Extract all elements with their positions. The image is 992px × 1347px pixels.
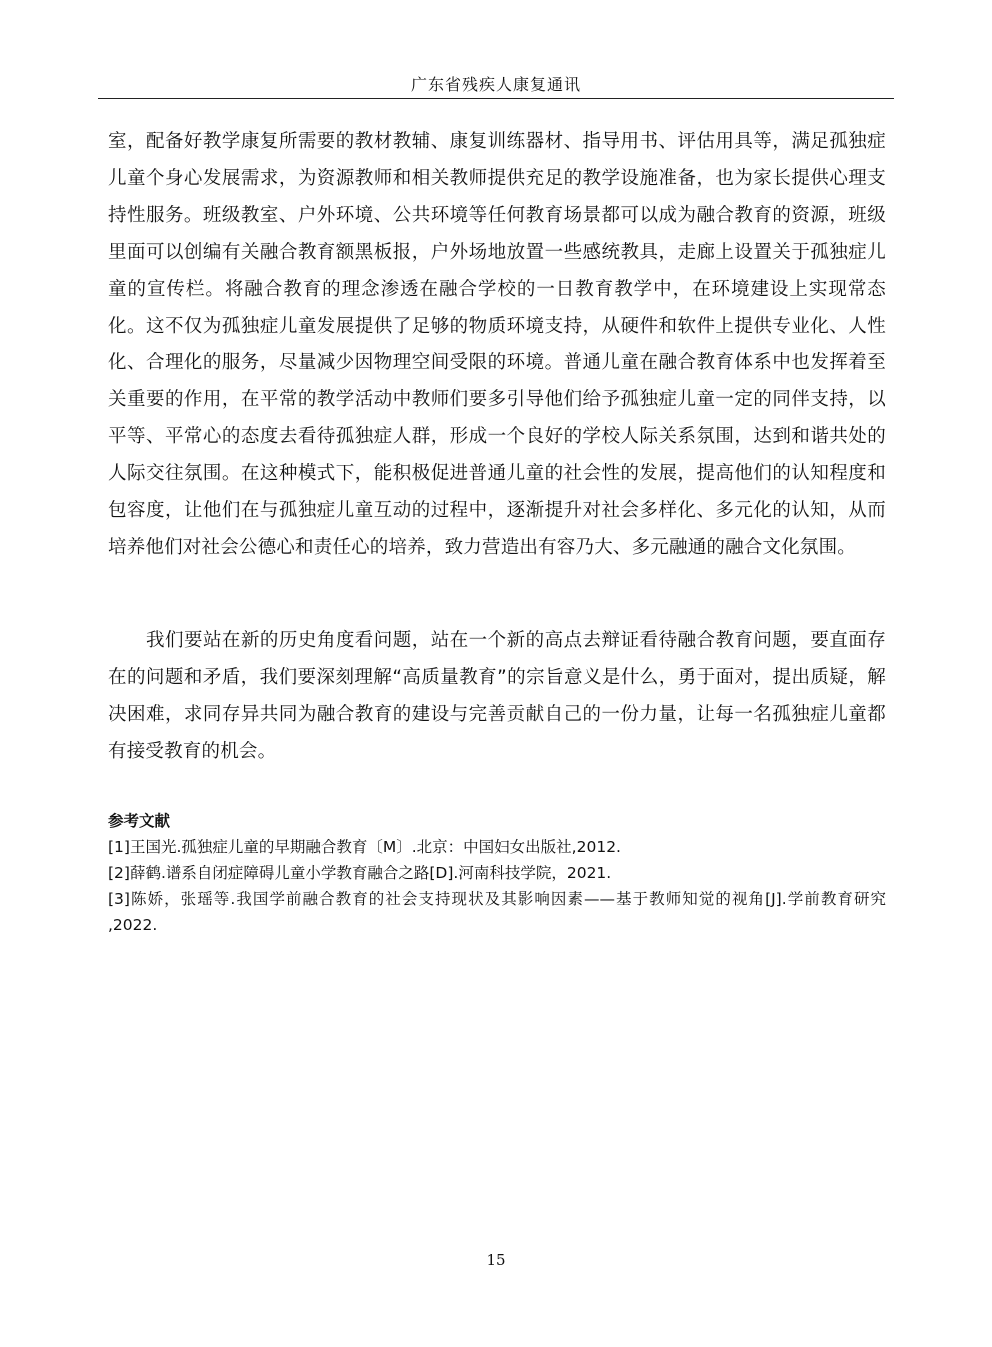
page-number: 15 (486, 1251, 506, 1269)
running-header: 广东省残疾人康复通讯 (410, 75, 581, 94)
body-paragraph: 室，配备好教学康复所需要的教材教辅、康复训练器材、指导用书、评估用具等，满足孤独症儿童个身心发展需求，为资源教师和相关教师提供充足的教学设施准备，也为家长提供心理支持性服务。班级教室、户外环境、公共环境等任何教育场景都可以成为融合教育的资源，班级里面可以创编有关融合教育额黑板报，户外场地放置一些感统教具，走廊上设置关于孤独症儿童的宣传栏。将融合教育的理念渗透在融合学校的一日教育教学中，在环境建设上实现常态化。这不仅为孤独症儿童发展提供了足够的物质环境支持，从硬件和软件上提供专业化、人性化、合理化的服务，尽量减少因物理空间受限的环境。普通儿童在融合教育体系中也发挥着至关重要的作用，在平常的教学活动中教师们要多引导他们给予孤独症儿童一定的同伴支持，以平等、平常心的态度去看待孤独症人群，形成一个良好的学校人际关系氛围，达到和谐共处的人际交往氛围。在这种模式下，能积极促进普通儿童的社会性的发展，提高他们的认知程度和包容度，让他们在与孤独症儿童互动的过程中，逐渐提升对社会多样化、多元化的认知，从而培养他们对社会公德心和责任心的培养，致力营造出有容乃大、多元融通的融合文化氛围。 (108, 131, 886, 558)
reference-item: [2]薛鹤.谱系自闭症障碍儿童小学教育融合之路[D].河南科技学院，2021. (108, 864, 612, 882)
header-divider (98, 98, 894, 99)
references-title: 参考文献 (108, 812, 171, 830)
references-section (108, 808, 886, 938)
reference-item: [3]陈娇，张瑶等.我国学前融合教育的社会支持现状及其影响因素——基于教师知觉的视角[J].学前教育研究 ,2022. (108, 890, 886, 934)
body-paragraph: 我们要站在新的历史角度看问题，站在一个新的高点去辩证看待融合教育问题，要直面存在的问题和矛盾，我们要深刻理解“高质量教育”的宗旨意义是什么，勇于面对，提出质疑，解决困难，求同存异共同为融合教育的建设与完善贡献自己的一份力量，让每一名孤独症儿童都有接受教育的机会。 (108, 630, 886, 762)
reference-item: [1]王国光.孤独症儿童的早期融合教育〔M〕.北京：中国妇女出版社,2012. (108, 838, 621, 856)
